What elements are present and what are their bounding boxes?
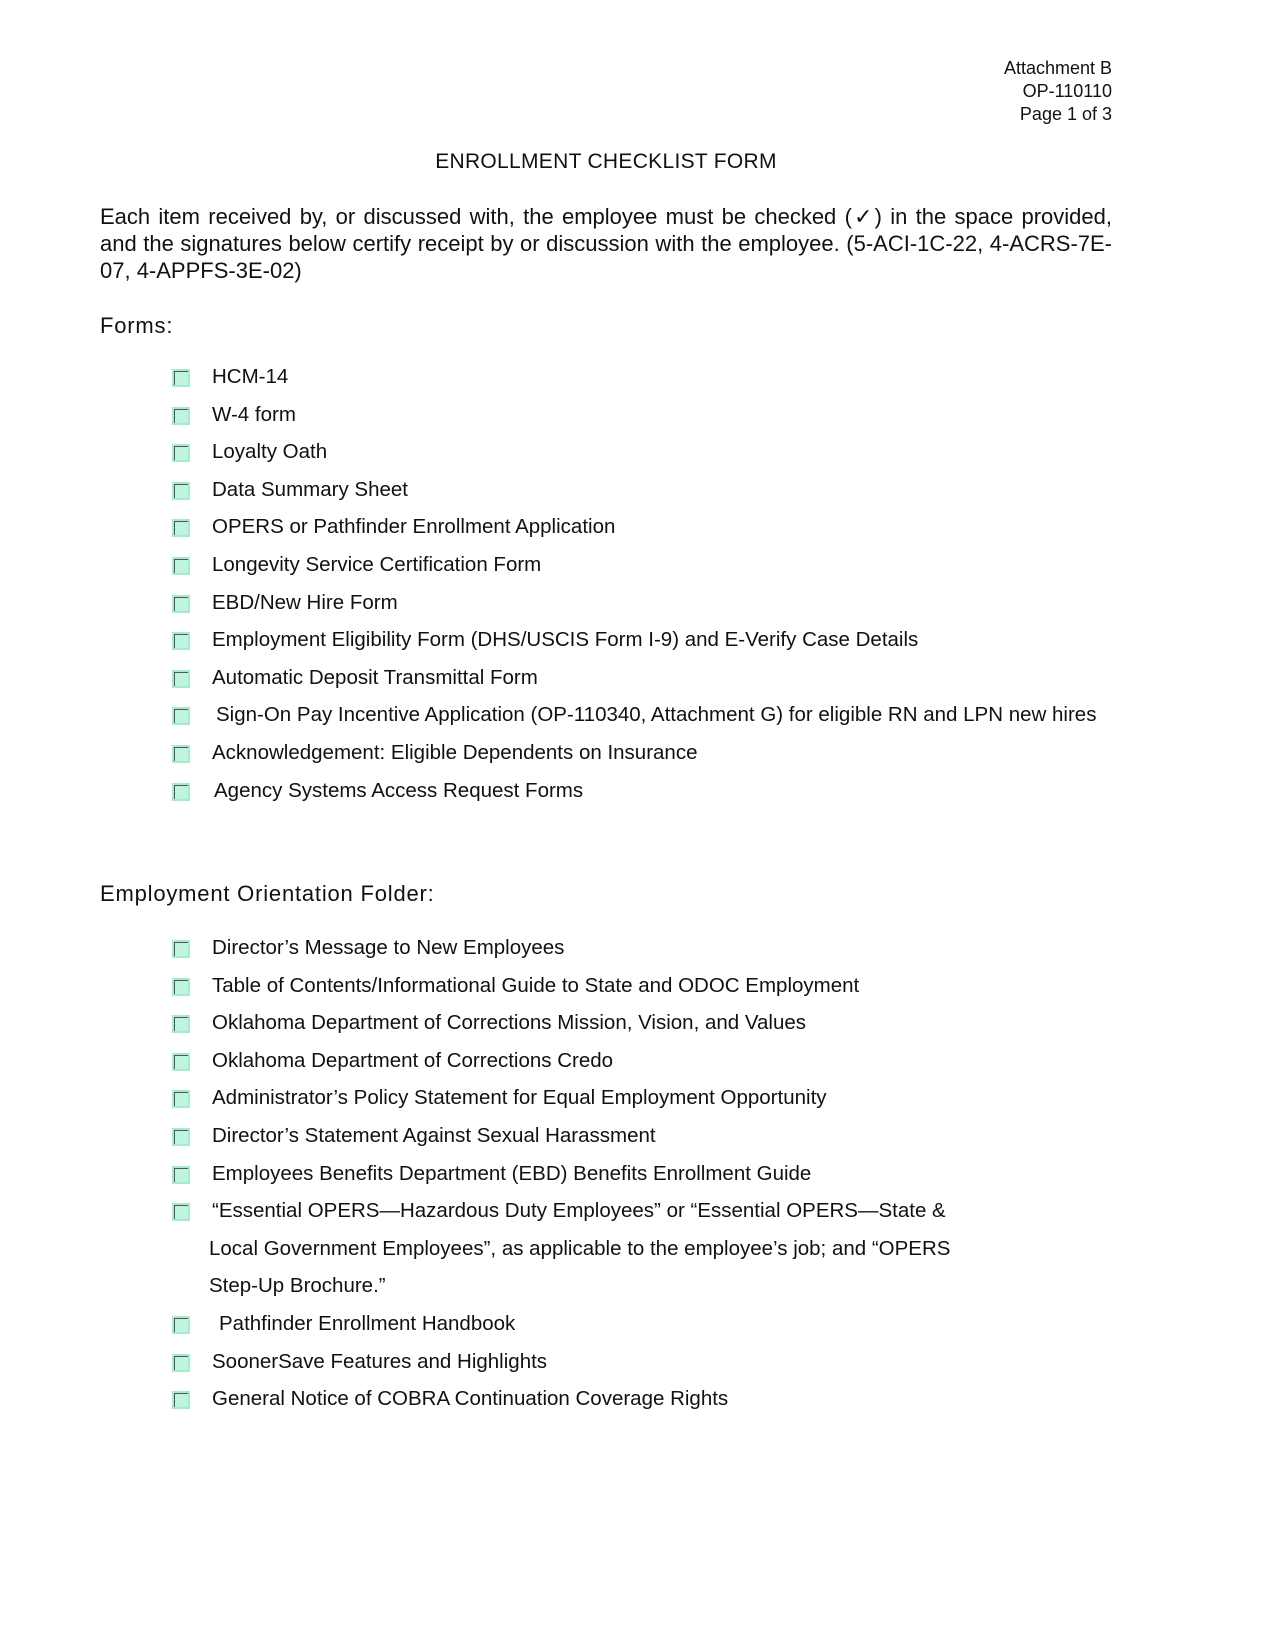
- item-label-continued: Step-Up Brochure.”: [209, 1274, 386, 1298]
- header-block: [1004, 57, 1112, 126]
- item-label: Employment Eligibility Form (DHS/USCIS Form I-9) and E-Verify Case Details: [212, 628, 919, 652]
- checkbox[interactable]: [172, 407, 190, 425]
- item-label: HCM-14: [212, 365, 289, 388]
- checkbox[interactable]: [172, 745, 190, 763]
- item-label-continued: Local Government Employees”, as applicable to the employee’s job; and “OPERS: [209, 1236, 951, 1260]
- list-item: [0, 696, 1112, 734]
- list-item: [0, 929, 1112, 967]
- item-label: Employees Benefits Department (EBD) Benefits Enrollment Guide: [212, 1161, 812, 1185]
- item-label: EBD/New Hire Form: [212, 590, 398, 614]
- checkbox[interactable]: [172, 670, 190, 688]
- list-item: [0, 1042, 1112, 1080]
- list-item: [0, 1192, 1112, 1305]
- item-label: W-4 form: [212, 402, 296, 426]
- list-item: [0, 1004, 1112, 1042]
- checkbox[interactable]: [172, 557, 190, 575]
- checkbox[interactable]: [172, 707, 190, 725]
- item-label: OPERS or Pathfinder Enrollment Application: [212, 515, 616, 539]
- item-label: General Notice of COBRA Continuation Coverage Rights: [212, 1387, 729, 1411]
- item-label: Agency Systems Access Request Forms: [214, 778, 584, 802]
- checkbox[interactable]: [172, 519, 190, 537]
- list-item: [0, 772, 1112, 810]
- list-item: [0, 734, 1112, 772]
- checkbox[interactable]: [172, 1166, 190, 1184]
- list-item: [0, 1117, 1112, 1155]
- list-item: [0, 621, 1112, 659]
- list-item: [0, 1380, 1112, 1418]
- item-label: Data Summary Sheet: [212, 477, 408, 501]
- list-item: [0, 433, 1112, 471]
- checkbox[interactable]: [172, 595, 190, 613]
- list-item: [0, 967, 1112, 1005]
- item-label: Automatic Deposit Transmittal Form: [212, 665, 538, 689]
- item-label: Table of Contents/Informational Guide to State and ODOC Employment: [212, 973, 860, 997]
- orientation-heading: Employment Orientation Folder:: [100, 881, 435, 906]
- list-item: [0, 396, 1112, 434]
- list-item: [0, 1079, 1112, 1117]
- checkbox[interactable]: [172, 1354, 190, 1372]
- checkbox[interactable]: [172, 369, 190, 387]
- checkbox[interactable]: [172, 1053, 190, 1071]
- item-label: Acknowledgement: Eligible Dependents on Insurance: [212, 740, 698, 764]
- item-label: Oklahoma Department of Corrections Mission, Vision, and Values: [212, 1011, 807, 1035]
- item-label: Pathfinder Enrollment Handbook: [219, 1311, 516, 1335]
- list-item: [0, 358, 1112, 396]
- list-item: [0, 471, 1112, 509]
- checkbox[interactable]: [172, 1391, 190, 1409]
- list-item: [0, 659, 1112, 697]
- item-label: Loyalty Oath: [212, 440, 328, 464]
- list-item: [0, 508, 1112, 546]
- forms-list: [0, 358, 1112, 809]
- checkbox[interactable]: [172, 1203, 190, 1221]
- checkbox[interactable]: [172, 444, 190, 462]
- item-label: Sign-On Pay Incentive Application (OP-110340, Attachment G) for eligible RN and LPN new hires: [216, 703, 1097, 727]
- list-item: [0, 584, 1112, 622]
- item-label: Administrator’s Policy Statement for Equal Employment Opportunity: [212, 1086, 827, 1110]
- checkbox[interactable]: [172, 1128, 190, 1146]
- item-label: “Essential OPERS—Hazardous Duty Employees” or “Essential OPERS—State &: [212, 1199, 946, 1223]
- checkbox[interactable]: [172, 940, 190, 958]
- checkbox[interactable]: [172, 1090, 190, 1108]
- checkbox[interactable]: [172, 482, 190, 500]
- checkbox[interactable]: [172, 1015, 190, 1033]
- page-number: Page 1 of 3: [1019, 104, 1112, 124]
- checkbox[interactable]: [172, 978, 190, 996]
- attachment-label: Attachment B: [1003, 58, 1112, 78]
- item-label: Longevity Service Certification Form: [212, 552, 542, 576]
- intro-paragraph: Each item received by, or discussed with, the employee must be checked (✓) in the space provided, and the signatures below certify receipt by or discussion with the employee. (5-ACI-1C-22, 4-ACRS-7E-07, 4-APPFS-3E-02): [100, 204, 1112, 283]
- list-item: [0, 1155, 1112, 1193]
- checkbox[interactable]: [172, 783, 190, 801]
- list-item: [0, 1305, 1112, 1343]
- item-label: Oklahoma Department of Corrections Credo: [212, 1048, 614, 1072]
- doc-number: OP-110110: [1022, 81, 1112, 101]
- list-item: [0, 1343, 1112, 1381]
- form-title: ENROLLMENT CHECKLIST FORM: [435, 150, 777, 173]
- checkbox[interactable]: [172, 632, 190, 650]
- list-item: [0, 546, 1112, 584]
- checkbox[interactable]: [172, 1316, 190, 1334]
- item-label: Director’s Message to New Employees: [212, 936, 565, 959]
- orientation-list: [0, 929, 1112, 1418]
- item-label: SoonerSave Features and Highlights: [212, 1349, 548, 1373]
- item-label: Director’s Statement Against Sexual Harassment: [212, 1123, 656, 1147]
- forms-heading: Forms:: [100, 313, 174, 338]
